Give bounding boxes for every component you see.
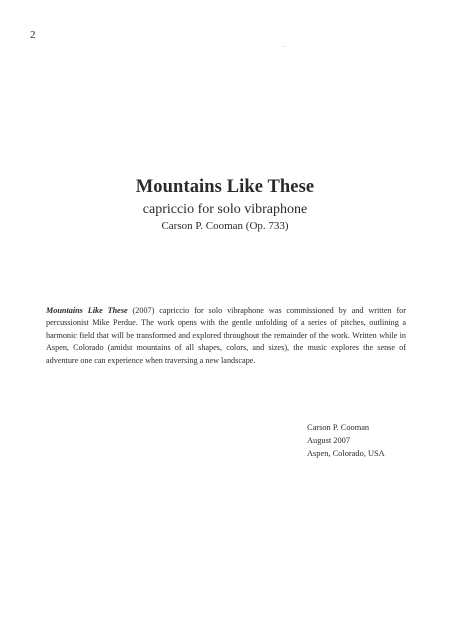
signature-date: August 2007 <box>307 435 351 445</box>
page-number: 2 <box>30 29 36 41</box>
program-note <box>46 305 406 367</box>
signature-block <box>307 422 385 460</box>
signature-name: Carson P. Cooman <box>307 423 370 432</box>
program-note-work-title: Mountains Like These <box>46 306 128 315</box>
signature-place: Aspen, Colorado, USA <box>307 448 385 458</box>
composer-opus: Carson P. Cooman (Op. 733) <box>161 220 289 232</box>
piece-title: Mountains Like These <box>135 177 315 197</box>
title-block <box>0 176 450 233</box>
piece-subtitle: capriccio for solo vibraphone <box>142 202 308 217</box>
program-note-text: (2007) capriccio for solo vibraphone was commissioned by and written for percussionist Mike Perdue. The work opens with the gentle unfolding of a series of pitches, outlining a harmonic field that will be transformed and explored throughout the remainder of the work. Written while in Aspen, Colorado (amidst mountains of all shapes, colors, and sizes), the music explores the sense of adventure one can experience when traversing a new landscape. <box>46 306 406 365</box>
scan-speck <box>284 46 285 47</box>
